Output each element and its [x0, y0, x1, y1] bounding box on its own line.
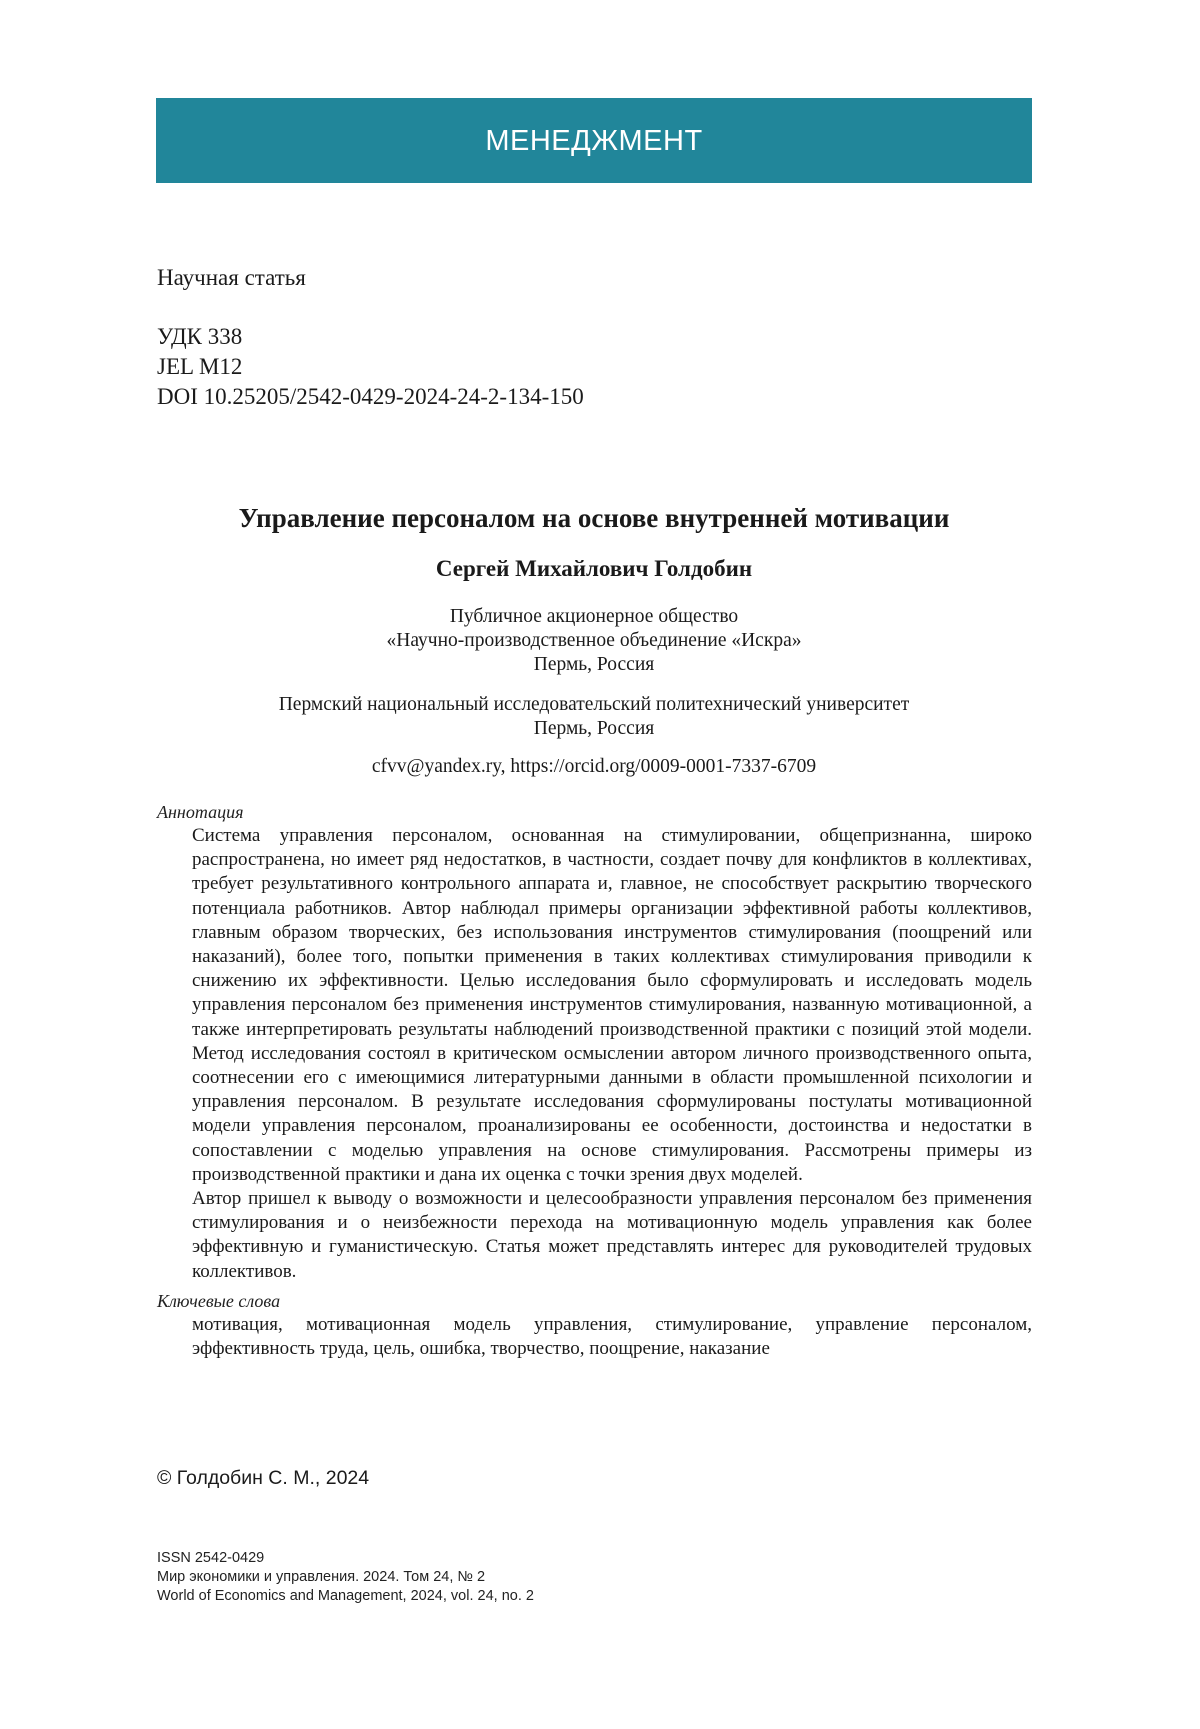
keywords-text: мотивация, мотивационная модель управления, стимулирование, управление персоналом, эффективность труда, цель, ошибка, творчество, поощрение, наказание: [192, 1314, 1032, 1360]
abstract-paragraph: Система управления персоналом, основанная на стимулировании, общепризнанна, широко распространена, но имеет ряд недостатков, в частности, создает почву для конфликтов в коллективах, требует результативного контрольного аппарата и, главное, не способствует раскрытию творческого потенциала работников. Автор наблюдал примеры организации эффективной работы коллективов, главным образом творческих, без использования инструментов стимулирования (поощрений или наказаний), более того, попытки применения в таких коллективах стимулирования приводили к снижению их эффективности. Целью исследования было сформулировать и исследовать модель управления персоналом без применения инструментов стимулирования, названную мотивационной, а также интерпретировать результаты наблюдений производственной практики с позиций этой модели. Метод исследования состоял в критическом осмыслении автором личного производственного опыта, соотнесении его с имеющимися литературными данными в области промышленной психологии и управления персоналом. В результате исследования сформулированы постулаты мотивационной модели управления персоналом, проанализированы ее особенности, достоинства и недостатки в сопоставлении с моделью управления на основе стимулирования. Рассмотрены примеры из производственной практики и дана их оценка с точки зрения двух моделей.: [192, 825, 1032, 1185]
doi-code: DOI 10.25205/2542-0429-2024-24-2-134-150: [157, 384, 584, 409]
article-title: Управление персоналом на основе внутренней мотивации: [238, 503, 950, 533]
classification-codes: [157, 322, 584, 412]
article-type: Научная статья: [157, 265, 306, 290]
affiliation-1: [156, 605, 1032, 677]
copyright-notice: © Голдобин С. М., 2024: [157, 1467, 370, 1489]
keywords-label: Ключевые слова: [157, 1291, 281, 1311]
affiliation-line: Пермский национальный исследовательский политехнический университет: [278, 694, 910, 715]
affiliation-line: Пермь, Россия: [533, 718, 655, 739]
section-title: МЕНЕДЖМЕНТ: [485, 125, 703, 157]
affiliation-2: [156, 693, 1032, 741]
abstract-label: Аннотация: [157, 802, 244, 822]
jel-code: JEL M12: [157, 354, 243, 379]
affiliation-line: «Научно-производственное объединение «Искра»: [386, 630, 802, 651]
abstract-paragraph: Автор пришел к выводу о возможности и целесообразности управления персоналом без применения стимулирования и о неизбежности перехода на мотивационную модель управления как более эффективную и гуманистическую. Статья может представлять интерес для руководителей трудовых коллективов.: [192, 1188, 1032, 1282]
affiliation-line: Пермь, Россия: [533, 654, 655, 675]
author-contacts: cfvv@yandex.ry, https://orcid.org/0009-0001-7337-6709: [371, 756, 817, 777]
section-banner: [156, 98, 1032, 183]
journal-citation-en: World of Economics and Management, 2024, vol. 24, no. 2: [157, 1588, 534, 1604]
journal-footer: [157, 1549, 534, 1606]
abstract-body: [192, 824, 1032, 1284]
affiliation-line: Публичное акционерное общество: [449, 606, 739, 627]
issn: ISSN 2542-0429: [157, 1550, 265, 1566]
udk-code: УДК 338: [157, 324, 243, 349]
journal-citation-ru: Мир экономики и управления. 2024. Том 24, № 2: [157, 1569, 486, 1585]
author-name: Сергей Михайлович Голдобин: [435, 556, 753, 581]
